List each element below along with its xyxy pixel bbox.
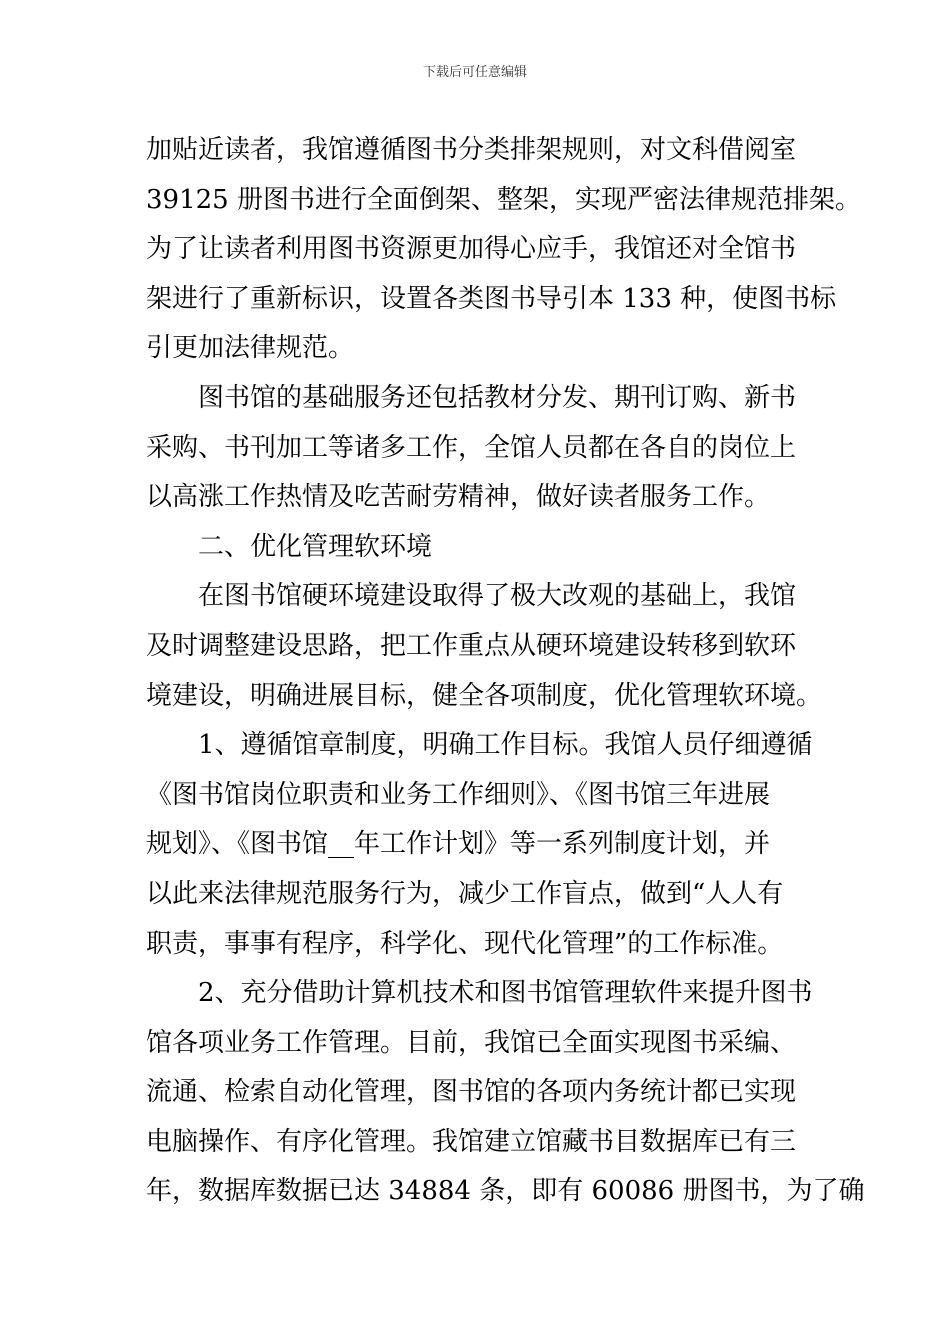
text-line: 境建设，明确进展目标，健全各项制度，优化管理软环境。 — [146, 680, 823, 711]
text-line: 电脑操作、有序化管理。我馆建立馆藏书目数据库已有三 — [146, 1126, 797, 1157]
text-line: 年，数据库数据已达 34884 条，即有 60086 册图书，为了确 — [146, 1176, 865, 1207]
text-line: 为了让读者利用图书资源更加得心应手，我馆还对全馆书 — [146, 234, 797, 265]
text-line: 以此来法律规范服务行为，减少工作盲点，做到“人人有 — [146, 878, 784, 909]
text-line: 架进行了重新标识，设置各类图书导引本 133 种，使图书标 — [146, 283, 837, 314]
page-header: 下载后可任意编辑 — [422, 65, 527, 80]
text-line: 引更加法律规范。 — [146, 333, 355, 364]
text-line: 39125 册图书进行全面倒架、整架，实现严密法律规范排架。 — [146, 184, 861, 215]
text-line: 馆各项业务工作管理。目前，我馆已全面实现图书采编、 — [146, 1027, 797, 1058]
text-line: 2、充分借助计算机技术和图书馆管理软件来提升图书 — [198, 978, 813, 1009]
text-line: 1、遵循馆章制度，明确工作目标。我馆人员仔细遵循 — [198, 730, 813, 761]
text-line: 在图书馆硬环境建设取得了极大改观的基础上，我馆 — [198, 581, 797, 612]
text-line: 二、优化管理软环境 — [198, 531, 433, 562]
text-line: 职责，事事有程序，科学化、现代化管理”的工作标准。 — [146, 928, 784, 959]
text-line: 以高涨工作热情及吃苦耐劳精神，做好读者服务工作。 — [146, 482, 771, 513]
document-body — [146, 126, 865, 1217]
text-line: 加贴近读者，我馆遵循图书分类排架规则，对文科借阅室 — [146, 135, 797, 165]
text-line: 图书馆的基础服务还包括教材分发、期刊订购、新书 — [198, 382, 797, 413]
text-line: 规划》、《图书馆__年工作计划》等一系列制度计划，并 — [146, 829, 771, 860]
text-line: 及时调整建设思路，把工作重点从硬环境建设转移到软环 — [146, 630, 797, 661]
text-line: 采购、书刊加工等诸多工作，全馆人员都在各自的岗位上 — [146, 432, 797, 463]
text-line: 流通、检索自动化管理，图书馆的各项内务统计都已实现 — [146, 1077, 797, 1108]
text-line: 《图书馆岗位职责和业务工作细则》、《图书馆三年进展 — [146, 779, 771, 810]
